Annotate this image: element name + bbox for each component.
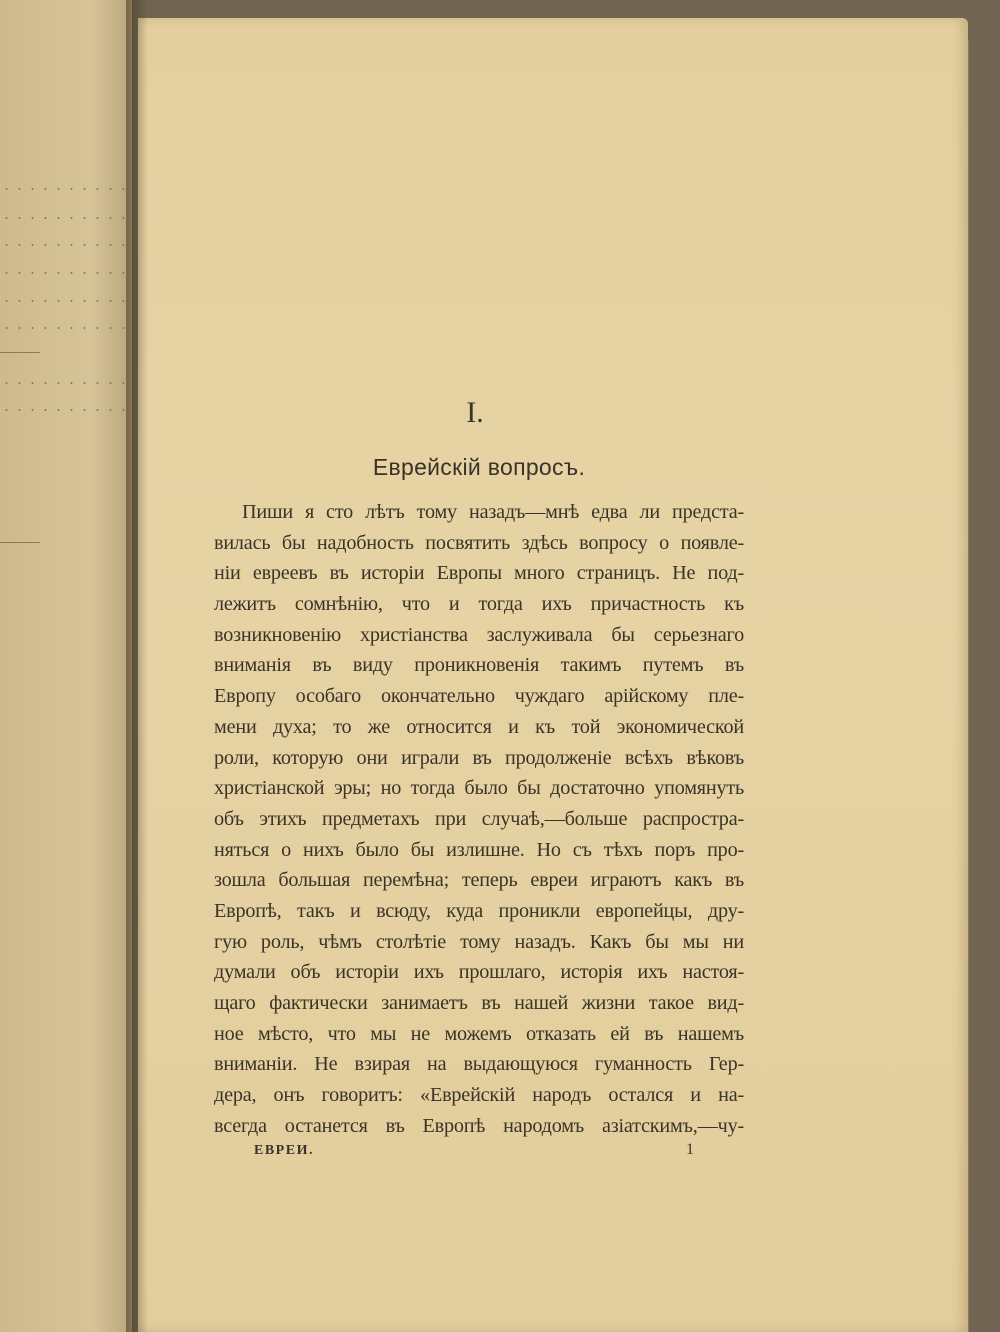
previous-page-rule <box>0 542 40 543</box>
text-line: объ этихъ предметахъ при случаѣ,—больше распростра- <box>214 807 744 830</box>
text-line: Пиши я сто лѣтъ тому назадъ—мнѣ едва ли предста- <box>242 501 744 523</box>
text-line: думали объ исторіи ихъ прошлаго, исторія ихъ настоя- <box>214 961 744 984</box>
text-line: мени духа; то же относится и къ той экономической <box>214 715 744 738</box>
text-line: Европѣ, такъ и всюду, куда проникли европейцы, дру- <box>214 899 744 922</box>
previous-page-dots <box>0 272 132 274</box>
previous-page-dots <box>0 217 132 219</box>
chapter-title: Еврейскій вопросъ. <box>372 454 586 480</box>
text-line: няться о нихъ было бы излишне. Но съ тѣхъ поръ про- <box>214 838 744 861</box>
page-footer <box>254 1143 734 1167</box>
chapter-number: I. <box>466 396 484 429</box>
text-line: щаго фактически занимаетъ въ нашей жизни такое вид- <box>214 992 744 1014</box>
text-line: вниманія въ виду проникновенія такимъ путемъ въ <box>214 654 744 677</box>
signature-mark: ЕВРЕИ. <box>254 1143 314 1158</box>
previous-page-dots <box>0 382 132 384</box>
text-line: зошла большая перемѣна; теперь евреи играютъ какъ въ <box>214 869 744 892</box>
text-line: вниманіи. Не взирая на выдающуюся гуманность Гер- <box>214 1053 744 1076</box>
previous-page-dots <box>0 409 132 411</box>
text-line: роли, которую они играли въ продолженіе всѣхъ вѣковъ <box>214 746 744 769</box>
page-text <box>214 393 744 1141</box>
previous-page-rule <box>0 352 40 353</box>
text-line: лежитъ сомнѣнію, что и тогда ихъ причастность къ <box>214 593 744 616</box>
text-line: христіанской эры; но тогда было бы достаточно упомянуть <box>214 777 744 800</box>
signature-number: 1 <box>686 1141 694 1158</box>
previous-page-dots <box>0 244 132 246</box>
previous-page-edge <box>0 0 132 1332</box>
text-line: дера, онъ говоритъ: «Еврейскій народъ остался и на- <box>214 1084 744 1107</box>
text-line: ніи евреевъ въ исторіи Европы много страницъ. Не под- <box>214 562 744 585</box>
text-line: возникновенію христіанства заслуживала бы серьезнаго <box>214 623 744 646</box>
text-line: всегда останется въ Европѣ народомъ азіатскимъ,—чу- <box>214 1114 744 1137</box>
text-line: Европу особаго окончательно чуждаго арійскому пле- <box>214 685 744 708</box>
paragraph <box>214 497 744 1141</box>
text-line: ное мѣсто, что мы не можемъ отказать ей въ нашемъ <box>214 1022 744 1045</box>
text-line: гую роль, чѣмъ столѣтіе тому назадъ. Какъ бы мы ни <box>214 930 744 953</box>
previous-page-dots <box>0 327 132 329</box>
book-gutter-shadow <box>126 0 148 1332</box>
previous-page-dots <box>0 300 132 302</box>
text-line: вилась бы надобность посвятить здѣсь вопросу о появле- <box>214 531 744 554</box>
previous-page-dots <box>0 188 132 190</box>
